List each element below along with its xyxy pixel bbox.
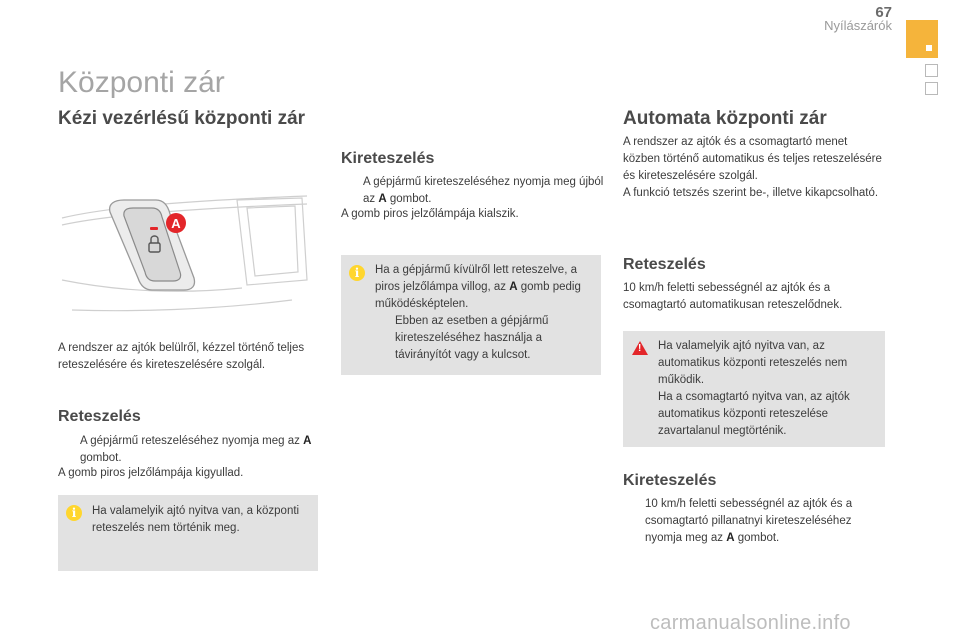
- chapter-tab-active[interactable]: [906, 20, 938, 58]
- svg-text:A: A: [171, 216, 181, 231]
- warning-text-2: Ha a csomagtartó nyitva van, az ajtók automatikus központi reteszelése zavartalanul megtörténik.: [658, 391, 850, 437]
- info-text-end: gomb pedig működésképtelen.: [375, 281, 581, 310]
- auto-intro-text: A rendszer az ajtók és a csomagtartó menet közben történő automatikus és teljes reteszelésére és kireteszelésére szolgál.: [623, 136, 882, 182]
- lock-heading: Reteszelés: [58, 408, 141, 425]
- auto-lock-text: 10 km/h feletti sebességnél az ajtók és a csomagtartó automatikusan reteszelődnek.: [623, 282, 843, 311]
- page-number: 67: [875, 4, 892, 21]
- unlock-instruction: [341, 174, 618, 208]
- red-indicator-light: [150, 227, 158, 230]
- watermark: carmanualsonline.info: [650, 612, 851, 634]
- manual-central-lock-heading: Kézi vezérlésű központi zár: [58, 108, 306, 129]
- instruction-text: A gépjármű reteszeléséhez nyomja meg az: [80, 435, 300, 447]
- lock-note: A gomb piros jelzőlámpája kigyullad.: [58, 467, 244, 479]
- instruction-text-end: gombot.: [80, 452, 122, 464]
- auto-intro-text-2: A funkció tetszés szerint be-, illetve kikapcsolható.: [623, 187, 879, 199]
- unlock-info-box: [341, 255, 601, 375]
- info-icon: [349, 265, 365, 281]
- auto-unlock-heading: Kireteszelés: [623, 472, 717, 489]
- lock-instruction: [58, 433, 325, 467]
- lock-info-box: [58, 495, 318, 571]
- info-icon: [66, 505, 82, 521]
- warning-text-block: [658, 338, 876, 440]
- button-label: A: [726, 532, 735, 544]
- button-label: A: [509, 281, 518, 293]
- auto-lock-warning-box: [623, 331, 885, 447]
- tab-marker: [926, 45, 932, 51]
- instruction-text-end: gombot.: [737, 532, 780, 544]
- chapter-tab[interactable]: [925, 82, 938, 95]
- section-name: Nyílászárók: [824, 18, 892, 33]
- instruction-text: 10 km/h feletti sebességnél az ajtók és a csomagtartó pillanatnyi kireteszeléséhez nyomja meg az: [645, 498, 853, 544]
- button-label: A: [303, 435, 312, 447]
- chapter-tab[interactable]: [925, 64, 938, 77]
- auto-lock-heading: Reteszelés: [623, 256, 706, 273]
- sub-text: Ebben az esetben a gépjármű kireteszeléséhez használja a távirányítót vagy a kulcsot.: [395, 315, 549, 361]
- info-text: Ha valamelyik ajtó nyitva van, a központi reteszelés nem történik meg.: [92, 505, 300, 534]
- info-sub-instruction: [375, 313, 591, 364]
- warning-icon: [632, 341, 648, 355]
- manual-intro-text: A rendszer az ajtók belülről, kézzel történő teljes reteszelésére és kireteszelésére szolgál.: [58, 342, 305, 371]
- button-label: A: [378, 193, 387, 205]
- instruction-text: A gépjármű kireteszeléséhez nyomja meg újból az: [363, 176, 604, 205]
- auto-central-lock-heading: Automata központi zár: [623, 108, 827, 129]
- button-a-callout: [166, 213, 186, 233]
- page-title: Központi zár: [58, 66, 225, 99]
- instruction-text-end: gombot.: [389, 193, 432, 205]
- warning-text: Ha valamelyik ajtó nyitva van, az automatikus központi reteszelés nem működik.: [658, 340, 848, 386]
- info-text: Ha a gépjármű kívülről lett reteszelve, a piros jelzőlámpa villog, az: [375, 264, 577, 293]
- auto-unlock-instruction: [623, 496, 890, 547]
- unlock-note: A gomb piros jelzőlámpája kialszik.: [341, 208, 519, 220]
- door-panel-illustration: [52, 160, 317, 320]
- info-text-block: [375, 262, 591, 364]
- unlock-heading: Kireteszelés: [341, 150, 435, 167]
